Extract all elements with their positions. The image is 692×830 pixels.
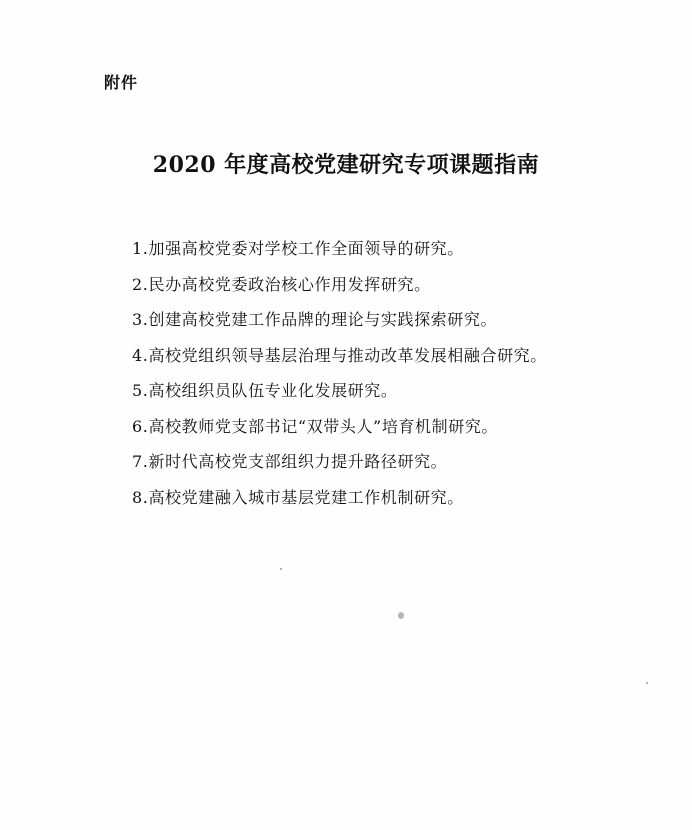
list-item — [132, 380, 547, 416]
attachment-label: 附件 — [104, 73, 139, 92]
topic-text: 高校党建融入城市基层党建工作机制研究。 — [148, 487, 464, 507]
topic-text: 高校组织员队伍专业化发展研究。 — [148, 381, 398, 400]
topic-number: 3. — [132, 310, 149, 329]
list-item — [132, 309, 547, 345]
topic-list — [132, 238, 547, 522]
topic-number: 5. — [132, 381, 149, 400]
topic-text: 创建高校党建工作品牌的理论与实践探索研究。 — [148, 310, 498, 329]
topic-text: 高校党组织领导基层治理与推动改革发展相融合研究。 — [148, 345, 547, 365]
topic-text: 新时代高校党支部组织力提升路径研究。 — [148, 452, 448, 471]
topic-number: 2. — [132, 274, 149, 294]
list-item — [132, 345, 547, 381]
topic-text: 民办高校党委政治核心作用发挥研究。 — [148, 274, 431, 294]
scan-speck — [646, 682, 648, 684]
topic-number: 7. — [132, 452, 149, 471]
list-item — [132, 487, 547, 523]
list-item — [132, 416, 547, 452]
topic-text: 高校教师党支部书记“双带头人”培育机制研究。 — [148, 416, 499, 436]
list-item — [132, 238, 547, 274]
topic-number: 6. — [132, 416, 149, 436]
list-item — [132, 274, 547, 310]
list-item — [132, 451, 547, 487]
document-title: 2020 年度高校党建研究专项课题指南 — [152, 152, 540, 178]
scan-speck — [398, 612, 404, 619]
topic-number: 4. — [132, 345, 149, 365]
topic-number: 1. — [132, 239, 149, 258]
topic-text: 加强高校党委对学校工作全面领导的研究。 — [148, 239, 464, 258]
topic-number: 8. — [132, 487, 149, 507]
scan-speck — [280, 568, 282, 570]
